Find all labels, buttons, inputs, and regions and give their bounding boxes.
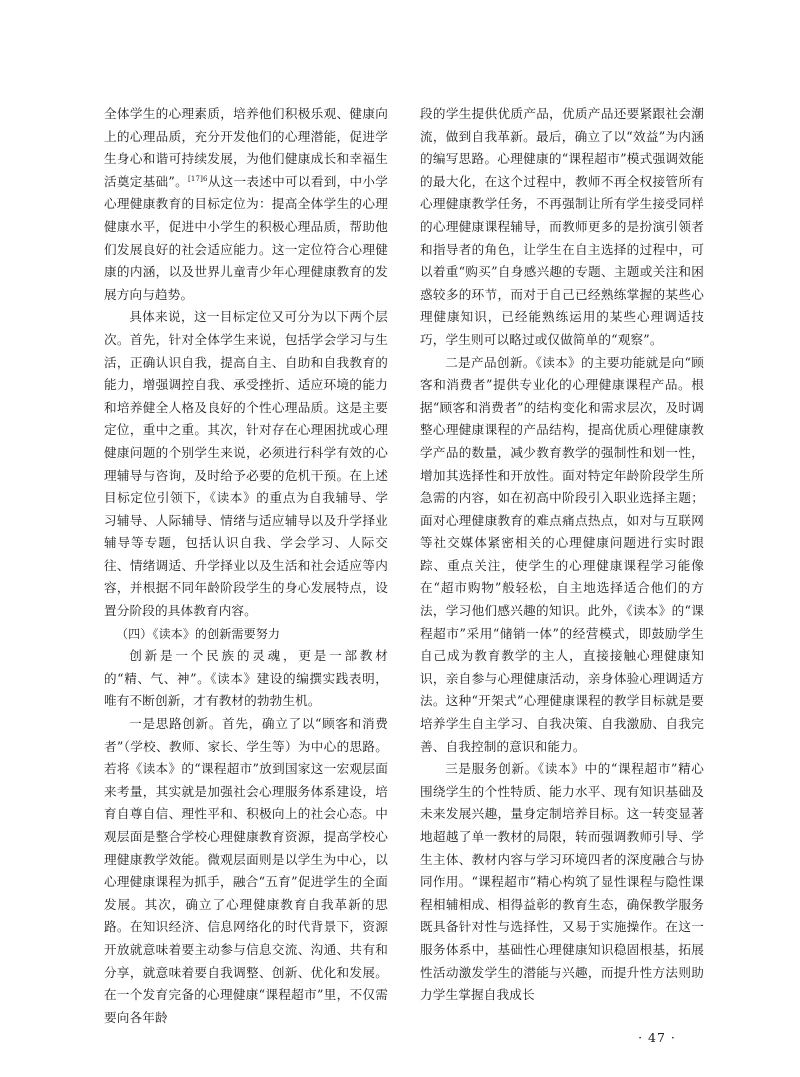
paragraph: 二是产品创新。《读本》的主要功能就是向“顾客和消费者”提供专业化的心理健康课程产品。根据“顾客和消费者”的结构变化和需求层次，及时调整心理健康课程的产品结构，提高优质心理健康教学产品的数量，减少教育教学的强制性和划一性，增加其选择性和开放性。面对特定年龄阶段学生所急需的内容，如在初高中阶段引入职业选择主题；面对心理健康教育的难点痛点热点，如对与互联网等社交媒体紧密相关的心理健康问题进行实时跟踪、重点关注，使学生的心理健康课程学习能像在“超市购物”般轻松，自主地选择适合他们的方法，学习他们感兴趣的知识。此外，《读本》的“课程超市”采用“储销一体”的经营模式，即鼓励学生自己成为教育教学的主人，直接接触心理健康知识，亲自参与心理健康活动，亲身体验心理调适方法。这种“开架式”心理健康课程的教学目标就是要培养学生自主学习、自我决策、自我激励、自我完善、自我控制的意识和能力。: [420, 354, 704, 754]
article-page: [104, 103, 704, 1023]
section-heading: （四）《读本》的创新需要努力: [116, 626, 281, 641]
left-column: [104, 103, 388, 1029]
paragraph: 具体来说，这一目标定位又可分为以下两个层次。首先，针对全体学生来说，包括学会学习与生活，正确认识自我，提高自主、自助和自我教育的能力，增强调控自我、承受挫折、适应环境的能力和培养健全人格及良好的个性心理品质。这是主要定位，重中之重。其次，针对存在心理困扰或心理健康问题的个别学生来说，必须进行科学有效的心理辅导与咨询，及时给予必要的危机干预。在上述目标定位引领下，《读本》的重点为自我辅导、学习辅导、人际辅导、情绪与适应辅导以及升学择业辅导等专题，包括认识自我、学会学习、人际交往、情绪调适、升学择业以及生活和社会适应等内容，并根据不同年龄阶段学生的身心发展特点，设置分阶段的具体教育内容。: [104, 309, 388, 619]
paragraph-text: 从这一表述中可以看到，中小学心理健康教育的目标定位为：提高全体学生的心理健康水平，促进中小学生的积极心理品质，帮助他们发展良好的社会适应能力。这一定位符合心理健康的内涵，以及世界儿童青少年心理健康教育的发展方向与趋势。: [104, 173, 388, 302]
paragraph: 三是服务创新。《读本》中的“课程超市”精心围绕学生的个性特质、能力水平、现有知识基础及未来发展兴趣，量身定制培养目标。这一转变显著地超越了单一教材的局限，转而强调教师引导、学生主体、教材内容与学习环境四者的深度融合与协同作用。“课程超市”精心构筑了显性课程与隐性课程相辅相成、相得益彰的教育生态，确保教学服务既具备针对性与选择性，又易于实施操作。在这一服务体系中，基础性心理健康知识稳固根基，拓展性活动激发学生的潜能与兴趣，而提升性方法则助力学生掌握自我成长: [420, 761, 704, 1003]
paragraph-text: 全体学生的心理素质，培养他们积极乐观、健康向上的心理品质，充分开发他们的心理潜能，促进学生身心和谐可持续发展，为他们健康成长和幸福生活奠定基础”。: [104, 106, 388, 189]
right-column: [420, 103, 704, 1007]
page-number: · 47 ·: [638, 1030, 676, 1045]
paragraph: [104, 103, 388, 306]
citation-ref: [17]6: [188, 174, 208, 183]
paragraph: 一是思路创新。首先，确立了以“顾客和消费者”（学校、教师、家长、学生等）为中心的思路。若将《读本》的“课程超市”放到国家这一宏观层面来考量，其实就是加强社会心理服务体系建设，培育自尊自信、理性平和、积极向上的社会心态。中观层面是整合学校心理健康教育资源，提高学校心理健康教学效能。微观层面则是以学生为中心，以心理健康课程为抓手，融合“五育”促进学生的全面发展。其次，确立了心理健康教育自我革新的思路。在知识经济、信息网络化的时代背景下，资源开放就意味着要主动参与信息交流、沟通、共有和分享，就意味着要自我调整、创新、优化和发展。在一个发育完备的心理健康“课程超市”里，不仅需要向各年龄: [104, 716, 388, 1025]
paragraph: 段的学生提供优质产品，优质产品还要紧跟社会潮流，做到自我革新。最后，确立了以“效益”为内涵的编写思路。心理健康的“课程超市”模式强调效能的最大化，在这个过程中，教师不再全权接管所有心理健康教学任务，不再强制让所有学生接受同样的心理健康课程辅导，而教师更多的是扮演引领者和指导者的角色，让学生在自主选择的过程中，可以着重“购买”自身感兴趣的专题、主题或关注和困惑较多的环节，而对于自己已经熟练掌握的某些心理健康知识，已经能熟练运用的某些心理调适技巧，学生则可以略过或仅做简单的“观察”。: [420, 106, 704, 347]
paragraph: 创新是一个民族的灵魂，更是一部教材的“精、气、神”。《读本》建设的编撰实践表明，唯有不断创新，才有教材的勃勃生机。: [104, 648, 388, 709]
